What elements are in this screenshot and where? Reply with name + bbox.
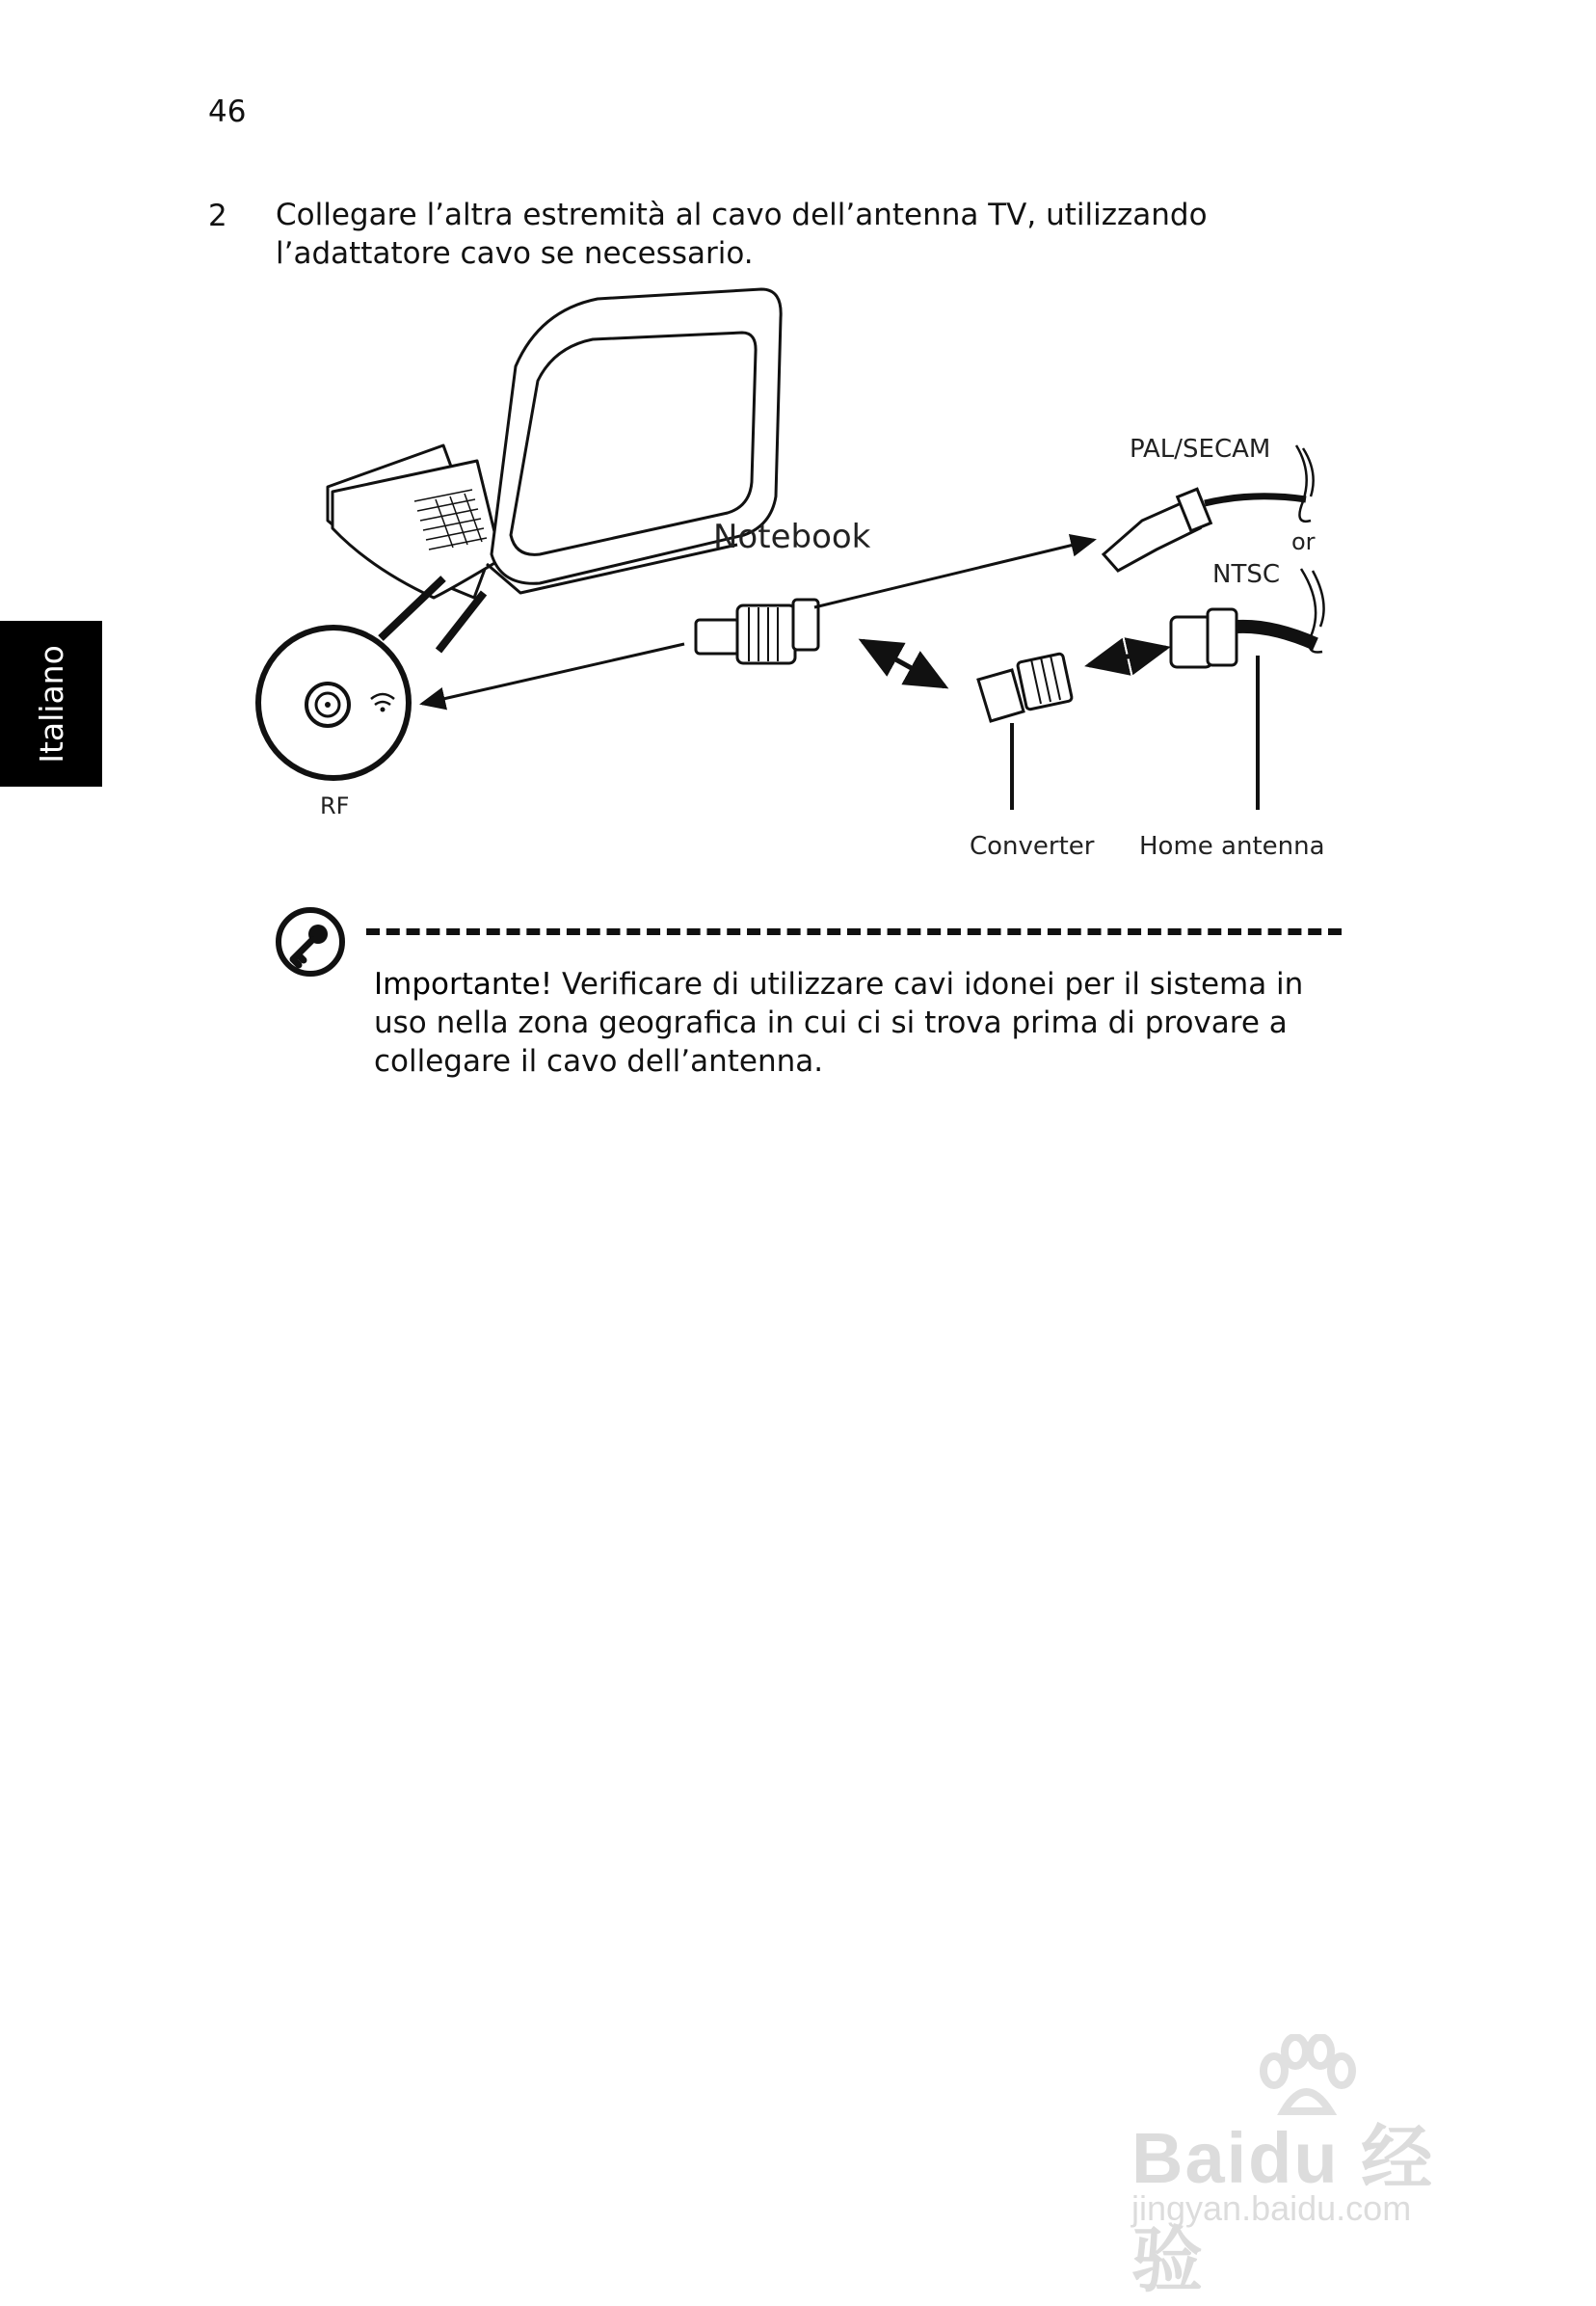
page-number: 46	[208, 94, 247, 129]
language-side-tab-label: Italiano	[32, 644, 70, 764]
pal-secam-plug-icon	[1104, 445, 1314, 571]
label-ntsc: NTSC	[1212, 560, 1280, 589]
label-or: or	[1291, 528, 1316, 555]
watermark-brand: Baidu 经验	[1131, 2118, 1435, 2300]
baidu-watermark	[1118, 2034, 1503, 2300]
watermark-url: jingyan.baidu.com	[1131, 2188, 1412, 2228]
label-pal-secam: PAL/SECAM	[1130, 435, 1271, 464]
step-number: 2	[208, 199, 227, 233]
label-rf: RF	[320, 792, 350, 819]
important-note	[374, 965, 1347, 1081]
converter-icon	[978, 654, 1073, 721]
coax-plug-icon	[696, 600, 818, 663]
step-text: Collegare l’altra estremità al cavo dell’antenna TV, utilizzando l’adattatore cavo se necessario.	[276, 198, 1208, 271]
note-body: Verificare di utilizzare cavi idonei per il sistema in uso nella zona geografica in cui ci si trova prima di provare a collegare il cavo dell’antenna.	[374, 967, 1304, 1079]
note-dashed-rule	[366, 928, 1342, 935]
label-converter: Converter	[970, 832, 1095, 861]
label-notebook: Notebook	[713, 518, 871, 556]
key-icon	[274, 905, 349, 979]
note-heading: Importante!	[374, 967, 553, 1002]
label-home-antenna: Home antenna	[1139, 832, 1325, 861]
rf-port-icon	[258, 628, 409, 778]
